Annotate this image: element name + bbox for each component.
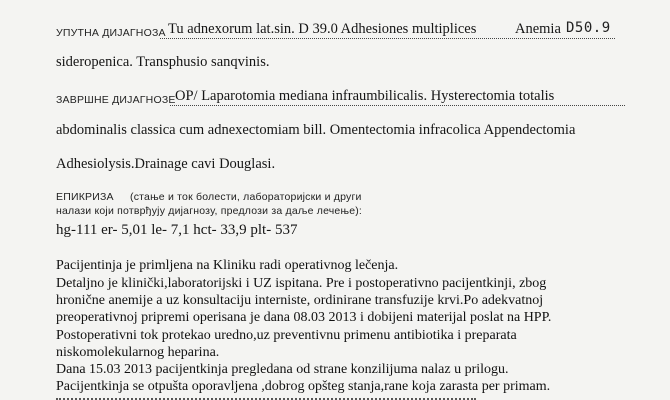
final-diagnosis-underline — [170, 105, 625, 106]
top-cut-line — [0, 0, 670, 8]
epicrisis-paragraph-line: preoperativnoj pripremi operisana je dana 08.03 2013 i dobijeni materijal poslat na HPP. — [56, 310, 552, 325]
final-diagnosis-label: ЗАВРШНЕ ДИЈАГНОЗЕ — [56, 94, 176, 106]
epicrisis-paragraph-line: Pacijentkinja se otpušta oporavljena ,dobrog opšteg stanja,rane koja zarasta per primam. — [56, 379, 551, 394]
epicrisis-sublabel-2: налази који потврђују дијагнозу, предлози за даље лечење): — [56, 205, 363, 217]
final-diagnosis-line3: Adhesiolysis.Drainage cavi Douglasi. — [56, 156, 276, 172]
epicrisis-label: ЕПИКРИЗА — [56, 191, 114, 203]
final-diagnosis-line2: abdominalis classica cum adnexectomiam bill. Omentectomia infracolica Appendectomia — [56, 122, 576, 138]
referral-underline — [160, 38, 615, 39]
epicrisis-sublabel-1: (стање и ток болести, лабораторијски и други — [130, 191, 362, 203]
epicrisis-paragraph-line: hronične anemije a uz konsultaciju interniste, ordinirane transfuzije krvi.Po adekvatnoj — [56, 293, 544, 308]
handwritten-code: D50.9 — [566, 20, 611, 36]
epicrisis-paragraph-line: Postoperativni tok protekao uredno,uz preventivnu primenu antibiotika i preparata — [56, 328, 517, 343]
referral-diagnosis-line2: sideropenica. Transphusio sanqvinis. — [56, 54, 270, 70]
epicrisis-paragraph-line: Detaljno je klinički,laboratorijski i UZ ispitana. Pre i postoperativno pacijentkinji, zbog — [56, 276, 547, 291]
lab-values: hg-111 er- 5,01 le- 7,1 hct- 33,9 plt- 537 — [56, 222, 298, 238]
final-diagnosis-line1: OP/ Laparotomia mediana infraumbilicalis. Hysterectomia totalis — [175, 88, 555, 104]
epicrisis-paragraph-line: Dana 15.03 2013 pacijentkinja pregledana od strane konzilijuma nalaz u prilogu. — [56, 362, 509, 377]
bottom-cut-line — [56, 396, 476, 400]
epicrisis-paragraph-line: niskomolekularnog heparina. — [56, 345, 220, 360]
epicrisis-paragraph-line: Pacijentinja je primljena na Kliniku radi operativnog lečenja. — [56, 258, 399, 273]
referral-diagnosis-text: Tu adnexorum lat.sin. D 39.0 Adhesiones multiplices — [168, 21, 477, 37]
referral-diagnosis-text-right: Anemia — [515, 21, 561, 37]
referral-diagnosis-label: УПУТНА ДИЈАГНОЗА — [56, 27, 166, 39]
